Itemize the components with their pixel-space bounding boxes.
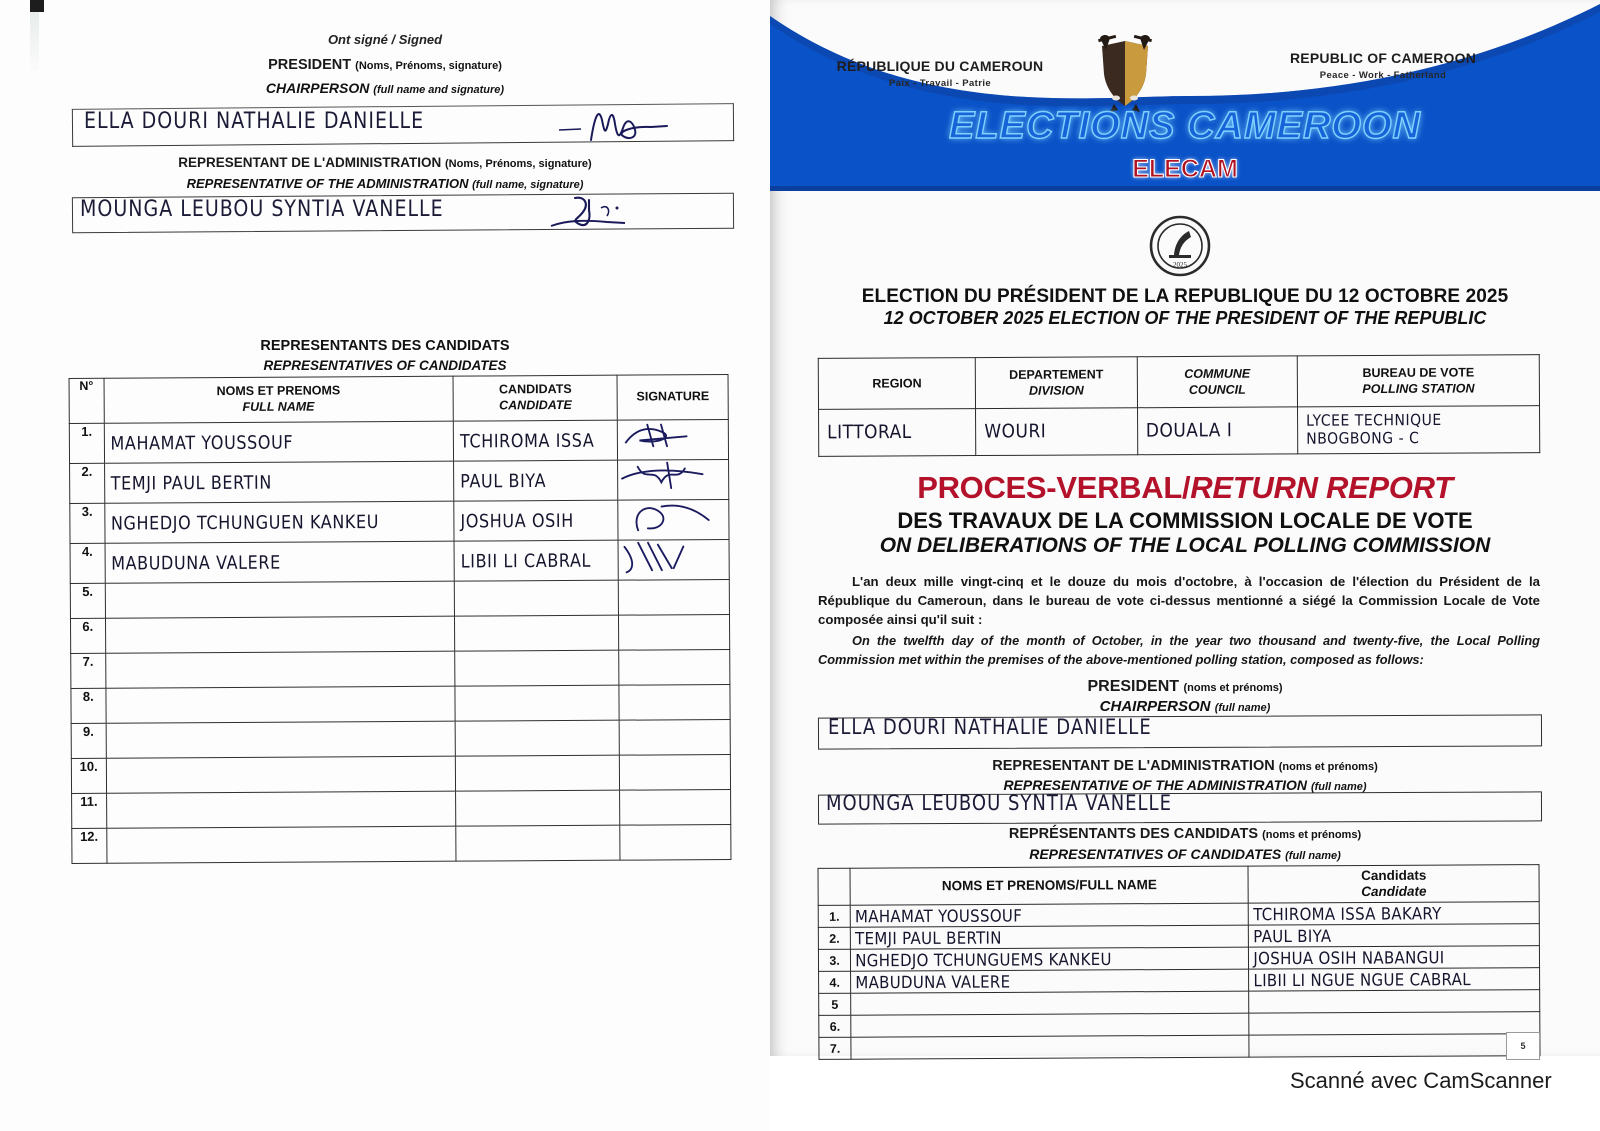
row-name-cell bbox=[104, 461, 454, 503]
row-name-handwritten bbox=[106, 774, 455, 776]
council-value: DOUALA I bbox=[1145, 419, 1233, 443]
row-candidate-handwritten bbox=[455, 598, 618, 599]
row-number: 8. bbox=[71, 688, 106, 723]
row-candidate-cell bbox=[454, 500, 619, 541]
header-signature: SIGNATURE bbox=[617, 374, 728, 420]
row-signature-cell bbox=[620, 789, 731, 825]
row-candidate-handwritten: JOSHUA OSIH bbox=[460, 509, 574, 533]
region-header-fr: REGION bbox=[872, 376, 922, 391]
chairperson-label-text: CHAIRPERSON bbox=[265, 80, 370, 96]
row-signature-cell bbox=[619, 649, 730, 685]
camscanner-watermark: Scanné avec CamScanner bbox=[1290, 1068, 1552, 1093]
seal-year: 2025 bbox=[1173, 261, 1187, 269]
row-number: 6. bbox=[70, 618, 105, 653]
row-number: 5 bbox=[819, 993, 851, 1015]
header-candidate bbox=[453, 375, 618, 421]
right-admin-en-note: (full name) bbox=[1310, 781, 1367, 793]
row-name-cell bbox=[106, 826, 456, 863]
station-value-line2: NBOGBONG - C bbox=[1306, 429, 1420, 449]
right-admin-label-text: REPRESENTANT DE L'ADMINISTRATION bbox=[992, 758, 1275, 774]
president-label-text: PRESIDENT bbox=[268, 57, 352, 73]
table-row bbox=[818, 946, 1539, 972]
pv-subtitle-fr: DES TRAVAUX DE LA COMMISSION LOCALE DE VOTE bbox=[897, 508, 1473, 533]
row-name-cell bbox=[105, 581, 455, 618]
right-header-candidate-fr: Candidats bbox=[1361, 867, 1427, 883]
row-candidate-handwritten: TCHIROMA ISSA bbox=[459, 429, 595, 453]
row-candidate-cell bbox=[455, 720, 620, 756]
row-candidate-cell bbox=[453, 420, 618, 461]
body-paragraph-en: On the twelfth day of the month of October, in the year two thousand and twenty-five, the Local Polling Commission met within the premises of the above-mentioned polling station, composed as follows: bbox=[818, 633, 1540, 667]
row-candidate-handwritten: LIBII LI CABRAL bbox=[460, 549, 592, 573]
row-candidate-cell bbox=[456, 825, 621, 861]
right-header-num bbox=[818, 868, 850, 905]
right-reps-en-text: REPRESENTATIVES OF CANDIDATES bbox=[1029, 846, 1282, 862]
row-number: 5. bbox=[70, 583, 105, 618]
row-candidate-cell bbox=[454, 460, 619, 501]
row-name-cell bbox=[104, 501, 454, 543]
election-title-en: 12 OCTOBER 2025 ELECTION OF THE PRESIDENT OF THE REPUBLIC bbox=[883, 308, 1487, 328]
row-candidate-handwritten bbox=[456, 773, 619, 774]
row-name-cell bbox=[106, 791, 456, 828]
row-candidate-handwritten bbox=[456, 738, 619, 739]
row-name-cell bbox=[106, 756, 456, 793]
region-header-row bbox=[818, 355, 1539, 410]
right-president-label-text: PRESIDENT bbox=[1087, 678, 1180, 695]
row-name-handwritten: MAHAMAT YOUSSOUF bbox=[110, 431, 294, 455]
pv-title-en: RETURN REPORT bbox=[1190, 470, 1453, 505]
row-name-handwritten: MABUDUNA VALERE bbox=[111, 551, 281, 575]
row-name-cell bbox=[104, 421, 454, 463]
admin-label-text: REPRESENTANT DE L'ADMINISTRATION bbox=[178, 155, 442, 170]
row-candidate-handwritten bbox=[456, 808, 619, 809]
row-candidate-cell bbox=[1249, 1034, 1540, 1058]
row-candidate-handwritten: JOSHUA OSIH NABANGUI bbox=[1253, 947, 1445, 969]
row-candidate-handwritten bbox=[1250, 1001, 1540, 1003]
row-candidate-cell bbox=[1249, 902, 1540, 926]
division-header-en: DIVISION bbox=[1028, 383, 1084, 398]
row-name-cell bbox=[850, 903, 1248, 927]
region-value-cell bbox=[819, 409, 976, 457]
row-signature-cell bbox=[618, 419, 729, 460]
table-row bbox=[819, 1034, 1540, 1060]
row-signature bbox=[618, 420, 726, 455]
left-page-scan bbox=[0, 0, 770, 1131]
right-reps-en-note: (full name) bbox=[1285, 850, 1341, 862]
row-name-handwritten: TEMJI PAUL BERTIN bbox=[855, 927, 1002, 949]
row-number: 3. bbox=[70, 503, 105, 543]
row-number: 3. bbox=[818, 949, 850, 971]
right-chairperson-text: CHAIRPERSON bbox=[1099, 698, 1211, 715]
row-candidate-cell bbox=[454, 540, 619, 581]
right-chairperson-label-en bbox=[770, 698, 1600, 715]
row-name-cell bbox=[106, 721, 456, 758]
table-row bbox=[71, 719, 730, 758]
row-candidate-handwritten bbox=[1250, 1023, 1540, 1025]
row-number: 7. bbox=[819, 1037, 851, 1059]
row-name-cell bbox=[851, 1035, 1249, 1059]
row-signature-cell bbox=[620, 719, 731, 755]
division-value: WOURI bbox=[984, 420, 1047, 444]
right-reps-label-note: (noms et prénoms) bbox=[1262, 829, 1362, 841]
president-label-fr bbox=[0, 57, 770, 73]
station-header-en: POLLING STATION bbox=[1362, 381, 1475, 397]
row-candidate-handwritten bbox=[1250, 1045, 1540, 1047]
table-row bbox=[72, 789, 731, 828]
row-candidate-handwritten: TCHIROMA ISSA BAKARY bbox=[1253, 903, 1442, 925]
motto-fr-label: Paix - Travail - Patrie bbox=[888, 78, 992, 89]
right-reps-label-text: REPRÉSENTANTS DES CANDIDATS bbox=[1008, 826, 1259, 842]
header-num: N° bbox=[69, 378, 104, 423]
row-candidate-handwritten: LIBII LI NGUE NGUE CABRAL bbox=[1253, 968, 1471, 991]
row-name-handwritten: NGHEDJO TCHUNGUEMS KANKEU bbox=[855, 948, 1112, 971]
page-number-tab bbox=[1506, 1032, 1540, 1060]
page-number: 5 bbox=[1520, 1041, 1526, 1051]
row-name-cell bbox=[105, 686, 455, 723]
table-row bbox=[72, 824, 731, 863]
admin-label-en-text: REPRESENTATIVE OF THE ADMINISTRATION bbox=[186, 176, 469, 191]
right-admin-name: MOUNGA LEUBOU SYNTIA VANELLE bbox=[826, 791, 1172, 816]
row-candidate-handwritten bbox=[455, 633, 618, 634]
elecam-banner bbox=[770, 0, 1600, 215]
chairperson-label-en bbox=[0, 80, 770, 96]
row-number: 9. bbox=[71, 723, 106, 758]
body-paragraph-fr: L'an deux mille vingt-cinq et le douze du mois d'octobre, à l'occasion de l'élection du Président de la République du Cameroun, dans le bureau de vote ci-dessus mentionné a siégé la Commission Locale de Vote composée ainsi qu'il suit : bbox=[818, 574, 1540, 628]
row-number: 6. bbox=[819, 1015, 851, 1037]
row-number: 1. bbox=[69, 423, 104, 463]
row-name-cell bbox=[105, 651, 455, 688]
row-signature bbox=[619, 500, 727, 535]
table-row bbox=[70, 459, 729, 503]
right-president-label-fr bbox=[770, 678, 1600, 696]
row-candidate-cell bbox=[455, 615, 620, 651]
table-row bbox=[71, 684, 730, 723]
row-number: 1. bbox=[818, 905, 850, 927]
council-header-fr: COMMUNE bbox=[1184, 366, 1251, 381]
elecam-acronym: ELECAM bbox=[1132, 155, 1238, 183]
admin-label-en bbox=[0, 176, 770, 191]
admin-label-note: (Noms, Prénoms, signature) bbox=[445, 158, 592, 170]
row-name-handwritten bbox=[106, 704, 455, 706]
row-signature-cell bbox=[619, 614, 730, 650]
division-header-fr: DEPARTEMENT bbox=[1009, 367, 1104, 382]
right-candidates-table bbox=[818, 864, 1541, 1060]
row-name-handwritten bbox=[852, 1024, 1249, 1026]
row-candidate-cell bbox=[1249, 990, 1540, 1014]
row-number: 4. bbox=[70, 543, 105, 583]
row-candidate-cell bbox=[456, 790, 621, 826]
council-value-cell bbox=[1137, 407, 1298, 455]
table-header-row bbox=[69, 374, 728, 423]
row-signature-cell bbox=[620, 824, 731, 860]
row-candidate-cell bbox=[454, 580, 619, 616]
row-name-cell bbox=[851, 1013, 1249, 1037]
header-candidate-en: CANDIDATE bbox=[499, 397, 572, 413]
president-signature bbox=[555, 100, 675, 148]
table-row bbox=[70, 579, 729, 618]
coat-of-arms-icon bbox=[1092, 28, 1158, 112]
republic-en-label: REPUBLIC OF CAMEROON bbox=[1290, 50, 1476, 66]
left-candidates-table bbox=[69, 374, 732, 864]
row-candidate-handwritten bbox=[455, 668, 618, 669]
header-name-en: FULL NAME bbox=[242, 399, 315, 414]
row-candidate-cell bbox=[1249, 1012, 1540, 1036]
station-value-line1: LYCEE TECHNIQUE bbox=[1306, 411, 1442, 431]
right-chairperson-note: (full name) bbox=[1214, 702, 1271, 714]
right-reps-label-en bbox=[770, 846, 1600, 862]
station-value-cell bbox=[1298, 406, 1540, 454]
admin-label-fr bbox=[0, 155, 770, 170]
row-name-handwritten bbox=[106, 739, 455, 741]
region-value: LITTORAL bbox=[827, 421, 912, 444]
row-candidate-handwritten: PAUL BIYA bbox=[1253, 925, 1332, 947]
table-row bbox=[819, 968, 1540, 994]
row-candidate-handwritten bbox=[456, 843, 619, 844]
region-header-division bbox=[975, 357, 1137, 409]
row-name-handwritten bbox=[107, 809, 456, 811]
row-name-cell bbox=[105, 616, 455, 653]
station-header-fr: BUREAU DE VOTE bbox=[1362, 365, 1475, 380]
row-number: 10. bbox=[71, 758, 106, 793]
right-header-names: NOMS ET PRENOMS/FULL NAME bbox=[850, 866, 1248, 905]
row-candidate-cell bbox=[1249, 924, 1540, 948]
header-candidate-fr: CANDIDATS bbox=[498, 382, 572, 397]
president-label-note: (Noms, Prénoms, signature) bbox=[355, 60, 502, 72]
row-signature-cell bbox=[619, 684, 730, 720]
pv-title-fr: PROCES-VERBAL/ bbox=[917, 470, 1191, 505]
table-row bbox=[70, 614, 729, 653]
table-row bbox=[70, 499, 729, 543]
row-name-handwritten: NGHEDJO TCHUNGUEN KANKEU bbox=[110, 510, 380, 535]
table-row bbox=[69, 419, 728, 463]
row-name-cell bbox=[851, 925, 1249, 949]
row-signature-cell bbox=[620, 754, 731, 790]
table-row bbox=[71, 754, 730, 793]
row-candidate-cell bbox=[455, 685, 620, 721]
row-candidate-handwritten: PAUL BIYA bbox=[460, 469, 547, 493]
region-value-row bbox=[819, 406, 1540, 457]
row-candidate-handwritten bbox=[456, 703, 619, 704]
admin-signature bbox=[545, 190, 655, 235]
signed-header: Ont signé / Signed bbox=[327, 32, 443, 47]
president-name-handwritten: ELLA DOURI NATHALIE DANIELLE bbox=[84, 108, 425, 134]
right-admin-label-fr bbox=[770, 758, 1600, 774]
council-header-en: COUNCIL bbox=[1188, 382, 1246, 397]
row-signature-cell bbox=[618, 499, 729, 540]
row-name-handwritten: MAHAMAT YOUSSOUF bbox=[854, 905, 1023, 927]
row-candidate-cell bbox=[455, 755, 620, 791]
row-name-handwritten: TEMJI PAUL BERTIN bbox=[110, 471, 272, 495]
header-name-fr: NOMS ET PRENOMS bbox=[216, 383, 341, 399]
row-candidate-cell bbox=[455, 650, 620, 686]
admin-label-en-note: (full name, signature) bbox=[472, 179, 584, 191]
right-admin-label-note: (noms et prénoms) bbox=[1278, 761, 1378, 773]
elections-cameroon-title: ELECTIONS CAMEROON bbox=[949, 105, 1421, 147]
right-page-scan bbox=[770, 0, 1600, 1056]
row-candidate-cell bbox=[1249, 968, 1540, 992]
admin-name-handwritten: MOUNGA LEUBOU SYNTIA VANELLE bbox=[80, 196, 444, 222]
motto-en-label: Peace - Work - Fatherland bbox=[1319, 70, 1447, 81]
row-number: 11. bbox=[72, 793, 107, 828]
row-signature bbox=[619, 540, 727, 575]
row-number: 12. bbox=[72, 828, 107, 863]
row-signature-cell bbox=[618, 459, 729, 500]
region-header-council bbox=[1137, 356, 1298, 408]
row-number: 2. bbox=[70, 463, 105, 503]
polling-station-table bbox=[818, 354, 1541, 457]
right-header-candidate bbox=[1248, 865, 1539, 904]
right-president-label-note: (noms et prénoms) bbox=[1183, 682, 1283, 694]
row-signature bbox=[618, 460, 726, 495]
row-name-handwritten bbox=[106, 634, 455, 636]
row-name-cell bbox=[851, 947, 1249, 971]
pv-subtitle-en: ON DELIBERATIONS OF THE LOCAL POLLING COMMISSION bbox=[879, 534, 1491, 557]
elecam-seal-icon bbox=[1149, 215, 1211, 277]
row-signature-cell bbox=[619, 579, 730, 615]
election-title-fr: ELECTION DU PRÉSIDENT DE LA REPUBLIQUE DU 12 OCTOBRE 2025 bbox=[861, 286, 1509, 307]
division-value-cell bbox=[976, 408, 1138, 456]
pv-title bbox=[770, 470, 1600, 506]
row-candidate-cell bbox=[1249, 946, 1540, 970]
table-row bbox=[818, 902, 1539, 928]
row-name-handwritten bbox=[851, 1002, 1248, 1004]
reps-title-fr: REPRESENTANTS DES CANDIDATS bbox=[260, 338, 510, 354]
reps-title-en: REPRESENTATIVES OF CANDIDATES bbox=[263, 358, 507, 373]
republic-fr-label: RÉPUBLIQUE DU CAMEROUN bbox=[836, 58, 1044, 74]
right-table-header-row bbox=[818, 865, 1539, 906]
right-admin-en-text: REPRESENTATIVE OF THE ADMINISTRATION bbox=[1003, 777, 1308, 793]
header-name bbox=[104, 376, 454, 423]
row-name-cell bbox=[851, 991, 1249, 1015]
region-header-region bbox=[818, 358, 975, 410]
region-header-station bbox=[1297, 355, 1539, 407]
row-number: 2. bbox=[818, 927, 850, 949]
row-number: 4. bbox=[819, 971, 851, 993]
right-reps-label-fr bbox=[770, 826, 1600, 842]
row-name-handwritten bbox=[106, 669, 455, 671]
chairperson-label-note: (full name and signature) bbox=[373, 84, 505, 96]
row-signature-cell bbox=[618, 539, 729, 580]
row-name-cell bbox=[105, 541, 455, 583]
row-name-handwritten bbox=[105, 599, 454, 601]
row-name-cell bbox=[851, 969, 1249, 993]
table-row bbox=[71, 649, 730, 688]
table-row bbox=[70, 539, 729, 583]
table-row bbox=[818, 924, 1539, 950]
row-name-handwritten bbox=[852, 1046, 1249, 1048]
right-header-candidate-en: Candidate bbox=[1361, 883, 1427, 900]
row-name-handwritten: MABUDUNA VALERE bbox=[855, 971, 1011, 993]
right-president-name: ELLA DOURI NATHALIE DANIELLE bbox=[828, 715, 1152, 740]
row-number: 7. bbox=[71, 653, 106, 688]
row-name-handwritten bbox=[107, 844, 456, 846]
corner-mark-icon bbox=[30, 0, 44, 12]
